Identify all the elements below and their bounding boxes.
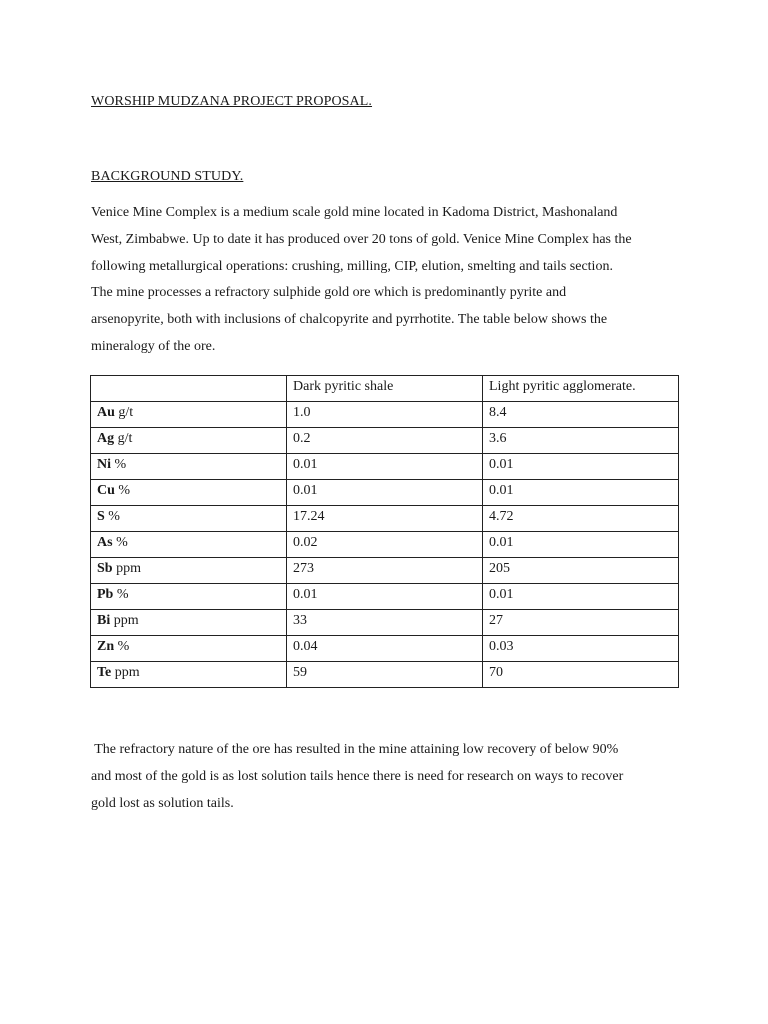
conclusion-line: gold lost as solution tails. <box>91 795 234 811</box>
dark-value-cell: 33 <box>287 610 483 636</box>
light-value-cell: 3.6 <box>483 428 679 454</box>
element-cell <box>91 558 287 584</box>
light-value-cell: 0.03 <box>483 636 679 662</box>
element-unit: % <box>114 639 130 654</box>
element-unit: % <box>113 587 129 602</box>
element-symbol: As <box>97 535 113 550</box>
element-cell <box>91 506 287 532</box>
dark-value-cell: 17.24 <box>287 506 483 532</box>
element-unit: % <box>104 509 120 524</box>
element-symbol: Ag <box>97 431 115 446</box>
element-symbol: S <box>97 509 105 524</box>
light-value-cell: 8.4 <box>483 402 679 428</box>
element-symbol: Cu <box>97 483 115 498</box>
element-symbol: Te <box>97 665 112 680</box>
table-row <box>91 636 679 662</box>
conclusion-paragraph <box>91 737 681 817</box>
element-unit: ppm <box>111 665 140 680</box>
light-value-cell: 4.72 <box>483 506 679 532</box>
conclusion-line: The refractory nature of the ore has resulted in the mine attaining low recovery of below 90% <box>91 742 619 757</box>
conclusion-line: and most of the gold is as lost solution tails hence there is need for research on ways to recover <box>91 768 624 784</box>
element-unit: % <box>111 457 127 472</box>
dark-value-cell: 59 <box>287 662 483 688</box>
element-cell <box>91 662 287 688</box>
table-row <box>91 662 679 688</box>
dark-value-cell: 0.01 <box>287 454 483 480</box>
table-row <box>91 402 679 428</box>
element-symbol: Zn <box>97 639 115 654</box>
dark-value-cell: 273 <box>287 558 483 584</box>
dark-value-cell: 0.2 <box>287 428 483 454</box>
element-cell <box>91 428 287 454</box>
intro-line: arsenopyrite, both with inclusions of chalcopyrite and pyrrhotite. The table below shows the <box>91 312 608 328</box>
dark-value-cell: 0.02 <box>287 532 483 558</box>
element-cell <box>91 532 287 558</box>
element-symbol: Sb <box>97 561 113 576</box>
light-value-cell: 205 <box>483 558 679 584</box>
element-cell <box>91 402 287 428</box>
element-cell <box>91 636 287 662</box>
intro-line: following metallurgical operations: crushing, milling, CIP, elution, smelting and tails section. <box>91 258 613 274</box>
dark-value-cell: 0.01 <box>287 584 483 610</box>
element-symbol: Bi <box>97 613 111 628</box>
dark-value-cell: 1.0 <box>287 402 483 428</box>
table-row <box>91 506 679 532</box>
intro-line: Venice Mine Complex is a medium scale gold mine located in Kadoma District, Mashonaland <box>91 205 618 220</box>
document-title: WORSHIP MUDZANA PROJECT PROPOSAL. <box>91 94 373 109</box>
light-value-cell: 70 <box>483 662 679 688</box>
table-row <box>91 428 679 454</box>
table-row <box>91 454 679 480</box>
light-value-cell: 0.01 <box>483 584 679 610</box>
section-heading: BACKGROUND STUDY. <box>91 169 244 184</box>
dark-value-cell: 0.04 <box>287 636 483 662</box>
element-unit: % <box>112 535 128 550</box>
element-unit: g/t <box>114 431 133 446</box>
table-header-row <box>91 376 679 402</box>
element-unit: g/t <box>114 405 134 420</box>
light-value-cell: 27 <box>483 610 679 636</box>
table-row <box>91 558 679 584</box>
element-symbol: Pb <box>97 587 114 602</box>
intro-line: West, Zimbabwe. Up to date it has produced over 20 tons of gold. Venice Mine Complex has the <box>91 231 632 247</box>
header-cell: Dark pyritic shale <box>287 376 483 402</box>
intro-paragraph <box>91 200 681 361</box>
header-cell <box>91 376 287 402</box>
light-value-cell: 0.01 <box>483 454 679 480</box>
element-symbol: Ni <box>97 457 111 472</box>
element-cell <box>91 584 287 610</box>
mineralogy-table <box>90 375 679 688</box>
light-value-cell: 0.01 <box>483 480 679 506</box>
table-row <box>91 532 679 558</box>
element-unit: ppm <box>110 613 139 628</box>
element-unit: % <box>114 483 131 498</box>
table-row <box>91 610 679 636</box>
dark-value-cell: 0.01 <box>287 480 483 506</box>
intro-line: The mine processes a refractory sulphide gold ore which is predominantly pyrite and <box>91 285 567 301</box>
intro-line: mineralogy of the ore. <box>91 338 216 354</box>
table-row <box>91 480 679 506</box>
header-cell: Light pyritic agglomerate. <box>483 376 679 402</box>
table-row <box>91 584 679 610</box>
element-cell <box>91 480 287 506</box>
element-symbol: Au <box>97 405 115 420</box>
element-unit: ppm <box>112 561 141 576</box>
light-value-cell: 0.01 <box>483 532 679 558</box>
element-cell <box>91 454 287 480</box>
element-cell <box>91 610 287 636</box>
